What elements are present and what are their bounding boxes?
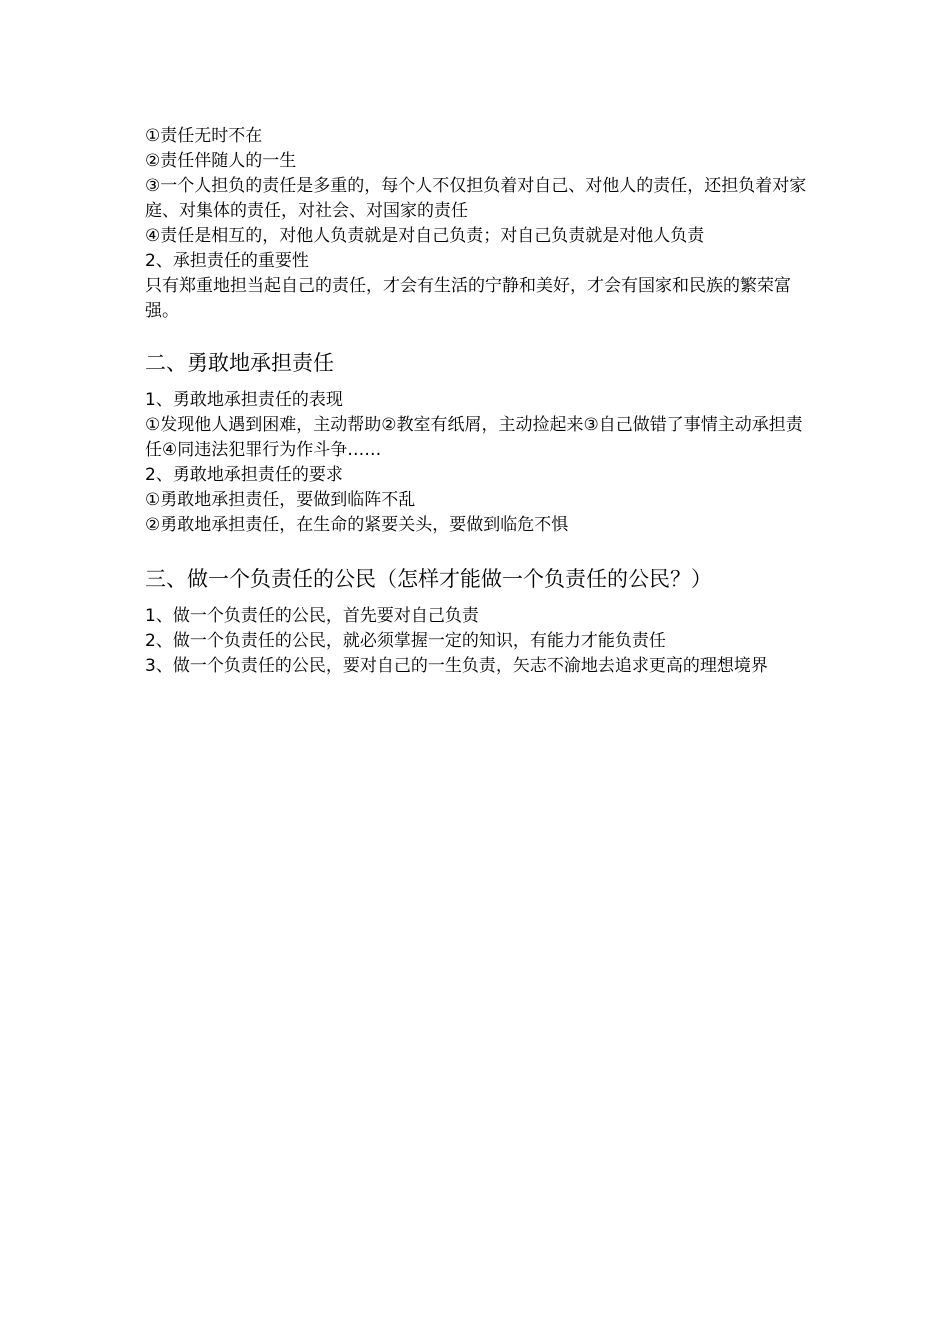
item-responsibility-mutual: ④责任是相互的，对他人负责就是对自己负责；对自己负责就是对他人负责 bbox=[145, 226, 705, 246]
subheading-brave-requirements: 2、勇敢地承担责任的要求 bbox=[145, 465, 343, 485]
item-citizen-self: 1、做一个负责任的公民，首先要对自己负责 bbox=[145, 606, 479, 626]
item-responsibility-everywhere: ①责任无时不在 bbox=[145, 126, 263, 146]
section-heading-brave: 二、勇敢地承担责任 bbox=[145, 351, 334, 375]
document-page bbox=[145, 124, 815, 679]
paragraph-importance: 只有郑重地担当起自己的责任，才会有生活的宁静和美好，才会有国家和民族的繁荣富强。 bbox=[145, 276, 791, 321]
paragraph-brave-examples: ①发现他人遇到困难，主动帮助②教室有纸屑，主动捡起来③自己做错了事情主动承担责任④同违法犯罪行为作斗争…… bbox=[145, 415, 803, 460]
item-responsibility-lifelong: ②责任伴随人的一生 bbox=[145, 151, 297, 171]
subheading-brave-manifestation: 1、勇敢地承担责任的表现 bbox=[145, 390, 343, 410]
section-heading-citizen: 三、做一个负责任的公民（怎样才能做一个负责任的公民？） bbox=[145, 567, 712, 591]
item-citizen-lifelong: 3、做一个负责任的公民，要对自己的一生负责，矢志不渝地去追求更高的理想境界 bbox=[145, 656, 768, 676]
item-responsibility-multiple: ③一个人担负的责任是多重的，每个人不仅担负着对自己、对他人的责任，还担负着对家庭、对集体的责任，对社会、对国家的责任 bbox=[145, 176, 807, 221]
item-citizen-knowledge: 2、做一个负责任的公民，就必须掌握一定的知识，有能力才能负责任 bbox=[145, 631, 666, 651]
item-brave-fearless: ②勇敢地承担责任，在生命的紧要关头，要做到临危不惧 bbox=[145, 515, 569, 535]
subheading-importance: 2、承担责任的重要性 bbox=[145, 251, 309, 271]
item-brave-calm: ①勇敢地承担责任，要做到临阵不乱 bbox=[145, 490, 416, 510]
